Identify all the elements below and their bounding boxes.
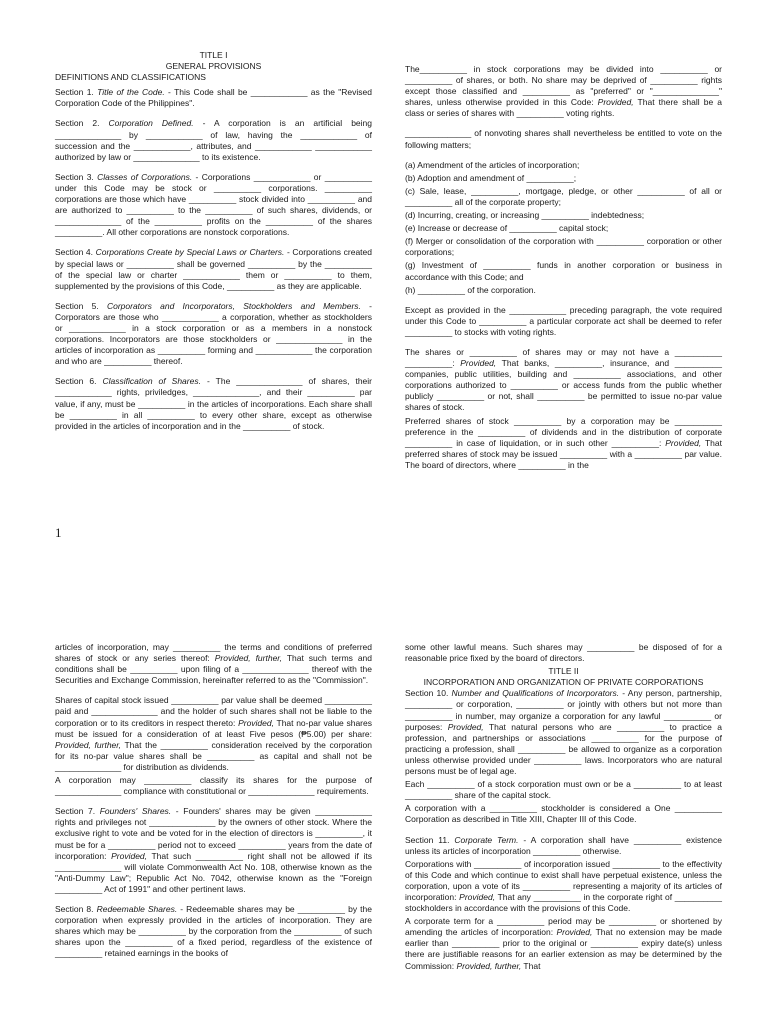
text-run: Section 2. (55, 118, 109, 129)
text-run: The__________ in stock corporations may be divided into __________ or __________ of shares, or both. No share may be deprived of __________ rights except those classified and __________ as "preferred" or "______________" shares, unless otherwise provided in this Code: (405, 64, 722, 108)
page2-right-column (405, 642, 722, 981)
text-run: Each __________ of a stock corporation must own or be a __________ to at least __________ share of the capital stock. (405, 779, 722, 801)
text-run: (g) Investment of __________ funds in another corporation or business in accordance with this Code; and (405, 260, 722, 282)
italic-text: Provided, further, (55, 739, 121, 750)
italic-text: Corporate Term. (454, 834, 519, 845)
paragraph (55, 301, 372, 368)
section-heading (405, 677, 722, 688)
text-run: That any __________ in the corporate right of __________ stockholders in accordance with the provisions of this Code. (405, 891, 722, 914)
text-run: articles of incorporation, may __________ the terms and conditions of preferred shares of stock or any series thereof: (55, 642, 372, 664)
italic-text: Founders' Shares. (99, 806, 172, 817)
text-run: - Any person, partnership, __________ or corporation, __________ or jointly with others but not more than __________ in number, may organize a corporation for any lawful __________ or purposes: (405, 688, 722, 732)
text-run: That no extension may be made earlier than __________ prior to the original or __________ expiry date(s) unless there are justifiable reasons for an earlier extension as may be determined by the Commission: (405, 927, 722, 971)
text-run: That banks, __________, insurance, and __________ companies, public utilities, building and __________ associations, and other corporations authorized to __________ or access funds from the public whether publicly __________ or not, shall __________ be permitted to issue no-par value shares of stock. (405, 358, 723, 413)
section-heading (55, 50, 372, 61)
paragraph (405, 186, 722, 208)
text-run: (h) __________ of the corporation. (405, 284, 536, 295)
paragraph (55, 775, 372, 797)
text-run: - Founders' shares may be given ____________ rights and privileges not ______________ by the owners of other stock. Where the exclusive right to vote and be voted for in the election of directors is __________, it must be for a __________ period not to exceed __________ years from the date of incorporation: (55, 806, 373, 861)
text-run: That (521, 960, 541, 971)
paragraph (405, 859, 722, 914)
text-run: - Corporations created by special laws or __________ shall be governed __________ by the __________ of the special law or charter ____________ them or __________ to them, supplemented by the provisions of this Code, __________ as they are applicable. (55, 247, 372, 291)
text-run: TITLE II (548, 666, 579, 677)
italic-text: Provided, (556, 927, 593, 938)
text-run: - A corporation shall have __________ existence unless its articles of incorporation __________ otherwise. (405, 834, 723, 856)
italic-text: Classification of Shares. (102, 376, 201, 387)
italic-text: Number and Qualifications of Incorporators. (451, 688, 620, 699)
paragraph (55, 87, 372, 109)
text-run: - Redeemable shares may be __________ by the corporation when expressly provided in the articles of incorporation. They are shares which may be __________ by the corporation from the __________ of such shares upon the __________ of a fixed period, regardless of the existence of __________ retained earnings in the books of (55, 903, 372, 959)
text-run: Section 11. (405, 834, 455, 845)
paragraph (405, 642, 722, 664)
text-run: That no-par value shares must be issued for a consideration of at least Five pesos (₱5.00) per share: (55, 717, 372, 739)
text-run: - Corporations ____________ or __________ under this Code may be stock or __________ corporations. __________ corporations are those which have __________ stock divided into __________ and are authorized to __________ to the __________ of such shares, dividends, or ______________ of the __________ profits on the __________ of the shares __________. All other corporations are nonstock corporations. (55, 171, 372, 238)
paragraph (405, 128, 722, 150)
paragraph (55, 695, 372, 773)
text-run: Section 1. (55, 87, 98, 98)
italic-text: Classes of Corporations. (97, 171, 193, 182)
text-run: INCORPORATION AND ORGANIZATION OF PRIVATE CORPORATIONS (423, 677, 704, 688)
text-run: (b) Adoption and amendment of __________; (405, 172, 577, 183)
text-run: That such __________ right shall not be allowed if its ______________ will violate Commonwealth Act No. 108, otherwise known as the "Anti-Dummy Law"; Republic Act No. 7042, otherwise known as the "Foreign __________ Act of 1991" and other pertinent laws. (55, 850, 372, 894)
section-heading (55, 61, 372, 72)
text-run: (d) Incurring, creating, or increasing __________ indebtedness; (405, 210, 645, 221)
text-run: Shares of capital stock issued __________ par value shall be deemed __________ paid and ______________ and the holder of such shares shall not be liable to the corporation or to its creditors in respect thereto: (55, 695, 372, 728)
italic-text: Corporation Defined. (108, 118, 194, 129)
italic-text: Provided, (460, 358, 497, 369)
paragraph (405, 285, 722, 296)
paragraph (405, 416, 722, 471)
paragraph (55, 376, 372, 431)
text-run: (e) Increase or decrease of __________ capital stock; (405, 223, 609, 234)
page-gap (0, 600, 768, 640)
text-run: Section 4. (55, 247, 96, 258)
text-run: That natural persons who are __________ to practice a profession, and partnerships or associations __________ for the purpose of practicing a profession, shall __________ be allowed to organize as a corporation unless otherwise provided under __________ laws. Incorporators who are natural persons must be of legal age. (405, 721, 722, 777)
italic-text: Provided, (238, 717, 274, 728)
text-run: - A corporation is an artificial being ______________ by ____________ of law, having the ____________ of succession and the ____________, attributes, and ____________ ____________ authorized by law or ______________ to its existence. (55, 118, 372, 162)
italic-text: Corporators and Incorporators, Stockholders and Members. (106, 300, 361, 311)
text-run: Section 6. (55, 376, 103, 387)
paragraph (405, 779, 722, 801)
italic-text: Redeemable Shares. (96, 903, 178, 914)
text-run: (f) Merger or consolidation of the corporation with __________ corporation or other corporations; (405, 236, 722, 258)
paragraph (55, 642, 372, 686)
paragraph (405, 260, 722, 282)
paragraph (55, 172, 372, 239)
text-run: Corporations with __________ of incorporation issued __________ to the effectivity of this Code and which continue to exist shall have perpetual existence, unless the corporation, upon a vote of its __________ representing a majority of its articles of incorporation: (405, 858, 722, 902)
text-run: GENERAL PROVISIONS (165, 61, 262, 72)
paragraph (405, 236, 722, 258)
italic-text: Provided, (597, 97, 634, 108)
page1-right-column (405, 64, 722, 480)
paragraph (405, 916, 722, 971)
paragraph (405, 173, 722, 184)
text-run: Section 5. (55, 300, 107, 311)
paragraph (405, 210, 722, 221)
text-run: A corporation may __________ classify its shares for the purpose of ______________ compliance with constitutional or ______________ requirements. (55, 775, 372, 797)
text-run: Section 8. (55, 903, 97, 914)
text-run: DEFINITIONS AND CLASSIFICATIONS (55, 72, 206, 83)
paragraph (405, 835, 722, 857)
italic-text: Provided, further, (456, 960, 522, 971)
italic-text: Provided, further, (214, 653, 283, 664)
text-run: That such terms and conditions shall be __________ upon filing of a ______________ thereof with the Securities and Exchange Commission, hereinafter referred to as the "Commission". (55, 653, 373, 686)
document-page-2 (0, 640, 768, 1024)
text-run: That preferred shares of stock may be issued __________ with a __________ par value. The board of directors, where __________ in the (405, 437, 722, 470)
text-run: (a) Amendment of the articles of incorporation; (405, 159, 580, 170)
section-heading (55, 72, 372, 83)
text-run: That the __________ consideration received by the corporation for its no-par value shares shall be __________ as capital and shall not be ______________ for distribution as dividends. (55, 739, 372, 772)
section-heading (405, 666, 722, 677)
italic-text: Title of the Code. (97, 87, 165, 98)
page1-left-column (55, 50, 372, 441)
page-number: 1 (55, 525, 62, 540)
italic-text: Corporations Create by Special Laws or Charters. (95, 247, 285, 258)
text-run: Except as provided in the ____________ preceding paragraph, the vote required under this Code to __________ a particular corporate act shall be deemed to refer __________ to stocks with voting rights. (405, 304, 722, 337)
paragraph (405, 160, 722, 171)
paragraph (405, 347, 722, 414)
text-run: The shares or __________ of shares may or may not have a __________ __________: (405, 346, 722, 369)
italic-text: Provided, (447, 721, 484, 732)
text-run: Section 3. (55, 171, 98, 182)
text-run: (c) Sale, lease, __________, mortgage, pledge, or other __________ of all or __________ all of the corporate property; (405, 185, 722, 207)
paragraph (55, 247, 372, 291)
paragraph (405, 688, 722, 777)
text-run: - The ______________ of shares, their ____________ rights, priviledges, ______________, and their __________ par value, if any, must be __________ in the articles of incorporations. Each share shall be __________ in all __________ to every other share, except as otherwise provided in the articles of incorporation and in the __________ of stock. (55, 376, 372, 431)
paragraph (55, 904, 372, 959)
page2-left-column (55, 642, 372, 968)
paragraph (405, 803, 722, 825)
paragraph (405, 305, 722, 338)
paragraph (55, 118, 372, 162)
text-run: Section 10. (405, 688, 452, 699)
text-run: Preferred shares of stock __________ by a corporation may be __________ preference in the __________ of dividends and in the distribution of corporate __________ in case of liquidation, or in such other __________: (405, 415, 722, 448)
paragraph (405, 223, 722, 234)
text-run: That there shall be a class or series of shares with __________ voting rights. (405, 97, 722, 119)
text-run: TITLE I (199, 50, 228, 60)
text-run: - This Code shall be ____________ as the "Revised Corporation Code of the Philippines". (55, 87, 373, 109)
italic-text: Provided, (111, 850, 148, 861)
text-run: some other lawful means. Such shares may __________ be disposed of for a reasonable price fixed by the board of directors. (405, 642, 722, 664)
paragraph (405, 64, 722, 119)
italic-text: Provided, (459, 891, 496, 902)
text-run: - Corporators are those who ____________ a corporation, whether as stockholders or ____________ in a stock corporation or as a members in a nonstock corporations. Incorporators are those stockholders or ______________ in the articles of incorporation as __________ forming and ____________ the corporation and who are __________ thereof. (55, 300, 372, 367)
italic-text: Provided, (665, 437, 702, 448)
text-run: A corporation with a __________ stockholder is considered a One __________ Corporation as described in Title XIII, Chapter III of this Code. (405, 803, 722, 825)
text-run: Section 7. (55, 806, 100, 817)
text-run: ______________ of nonvoting shares shall nevertheless be entitled to vote on the following matters; (405, 128, 722, 150)
paragraph (55, 806, 372, 895)
text-run: A corporate term for a __________ period may be __________ or shortened by amending the articles of incorporation: (405, 916, 722, 938)
